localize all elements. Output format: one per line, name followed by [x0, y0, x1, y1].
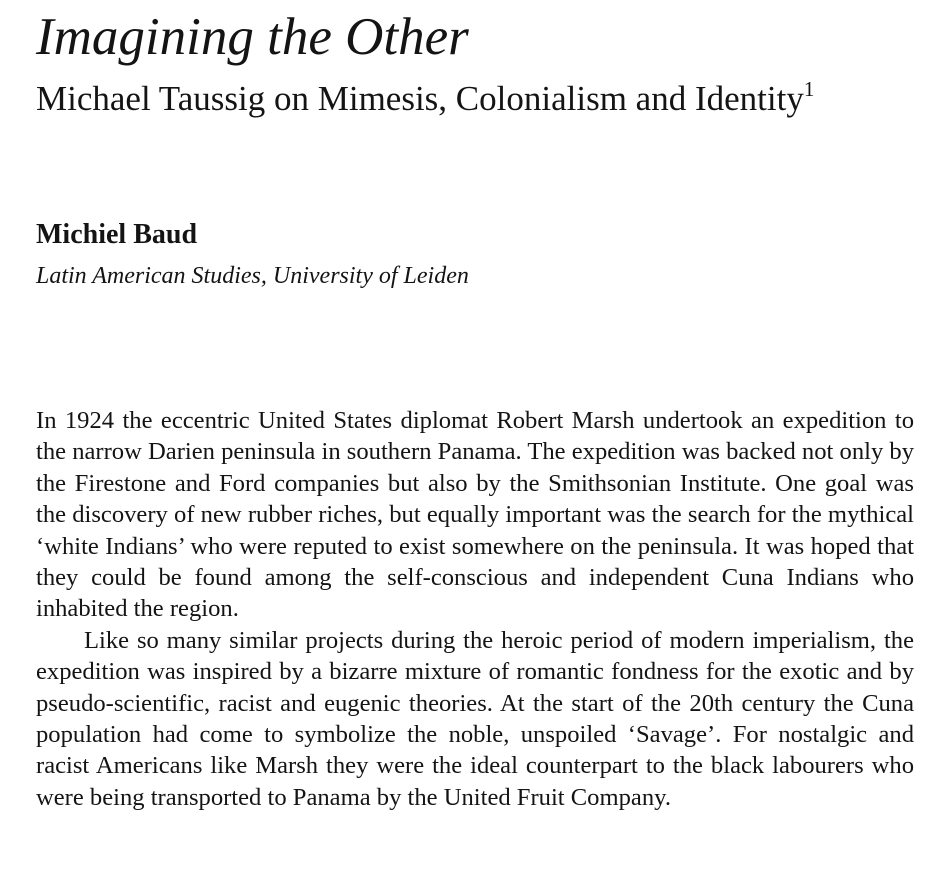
footnote-marker[interactable]: 1 [803, 77, 815, 101]
body-paragraph: Like so many similar projects during the heroic period of modern imperialism, the expedition was inspired by a bizarre mixture of romantic fondness for the exotic and by pseudo-scientific, racist and eugenic theories. At the start of the 20th century the Cuna population had come to symbolize the noble, unspoiled ‘Savage’. For nostalgic and racist Americans like Marsh they were the ideal counterpart to the black labourers who were being transported to Panama by the United Fruit Company. [36, 626, 914, 811]
article-subtitle [36, 73, 816, 125]
author-affiliation: Latin American Studies, University of Leiden [36, 263, 469, 289]
article-body [36, 405, 914, 813]
article-title: Imagining the Other [36, 8, 469, 66]
article-subtitle-text: Michael Taussig on Mimesis, Colonialism and Identity [36, 79, 804, 118]
author-name: Michiel Baud [36, 219, 198, 250]
body-paragraph: In 1924 the eccentric United States diplomat Robert Marsh undertook an expedition to the narrow Darien peninsula in southern Panama. The expedition was backed not only by the Firestone and Ford companies but also by the Smithsonian Institute. One goal was the discovery of new rubber riches, but equally important was the search for the mythical ‘white Indians’ who were reputed to exist somewhere on the peninsula. It was hoped that they could be found among the self-conscious and independent Cuna Indians who inhabited the region. [36, 407, 914, 623]
